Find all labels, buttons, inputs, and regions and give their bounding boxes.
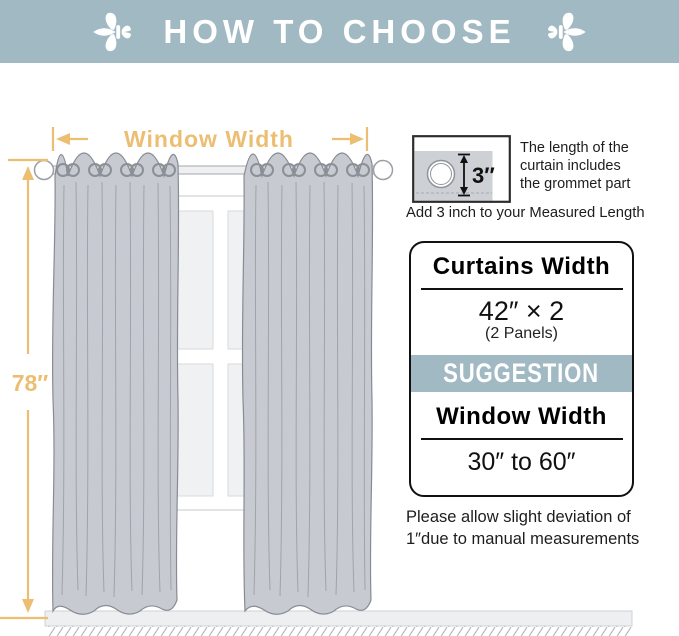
floor: [45, 611, 632, 636]
grommet-measure-label: 3″: [472, 163, 495, 188]
window-width-title: Window Width: [436, 403, 607, 430]
add-length-note: Add 3 inch to your Measured Length: [406, 205, 645, 221]
curtains-width-panels: (2 Panels): [485, 325, 558, 342]
header-banner: [0, 0, 679, 63]
footnote-line: 1″due to manual measurements: [406, 530, 640, 548]
divider: [421, 438, 623, 440]
grommet-detail-box: [412, 135, 511, 203]
curtains-width-title: Curtains Width: [432, 253, 611, 280]
rod-finial-right: [374, 161, 393, 180]
fleur-de-lis-icon: [542, 9, 588, 55]
curtain-panel-left: [53, 153, 179, 614]
caption-line: the grommet part: [520, 176, 631, 192]
window-width-label: Window Width: [124, 126, 294, 152]
grommet-caption: [520, 139, 675, 193]
rod-finial-left: [35, 161, 54, 180]
deviation-footnote: [406, 506, 671, 550]
window-width-value: 30″ to 60″: [467, 448, 576, 476]
curtain-panel-right: [242, 153, 372, 614]
curtains-width-value: 42″ × 2: [478, 296, 565, 326]
fleur-de-lis-icon: [91, 9, 137, 55]
size-suggestion-card: [409, 241, 634, 497]
window-width-measure: [53, 126, 367, 152]
footnote-line: Please allow slight deviation of: [406, 508, 631, 526]
suggestion-label: SUGGESTION: [443, 358, 600, 388]
curtain-height-label: 78″: [11, 370, 49, 396]
divider: [421, 288, 623, 290]
suggestion-band: [411, 355, 632, 392]
page-title: HOW TO CHOOSE: [163, 13, 516, 50]
caption-line: curtain includes: [520, 158, 621, 174]
caption-line: The length of the: [520, 140, 629, 156]
curtain-height-measure: [0, 160, 48, 618]
